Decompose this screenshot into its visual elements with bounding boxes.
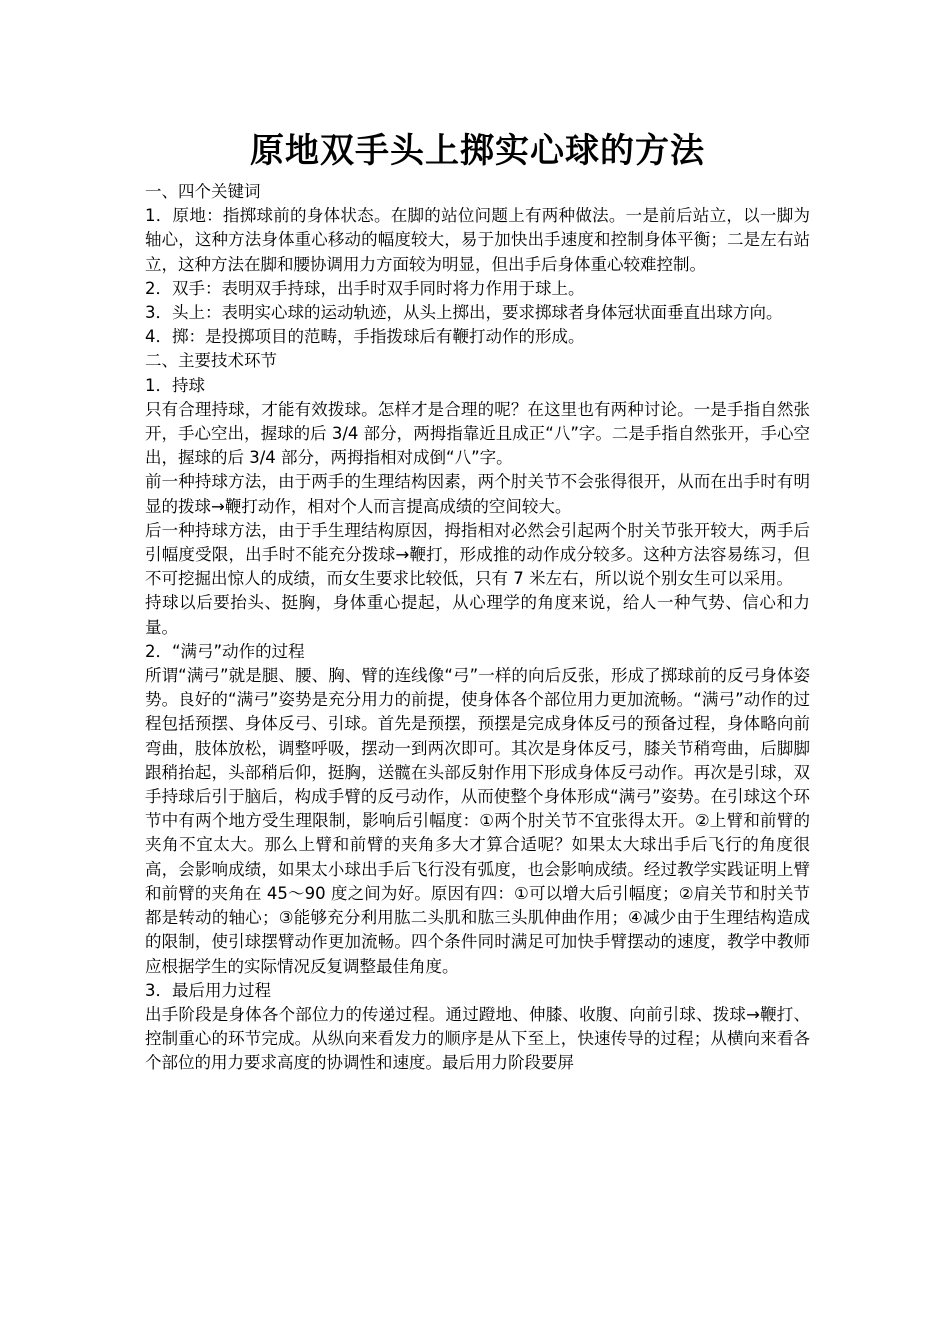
paragraph-two-hands: 2．双手：表明双手持球，出手时双手同时将力作用于球上。	[145, 278, 585, 298]
subheading-grip: 1．持球	[145, 375, 205, 395]
paragraph-grip-posture: 持球以后要抬头、挺胸，身体重心提起，从心理学的角度来说，给人一种气势、信心和力量。	[145, 593, 810, 637]
section-heading-techniques: 二、主要技术环节	[145, 351, 277, 371]
paragraph-grip-methods: 只有合理持球，才能有效拨球。怎样才是合理的呢？在这里也有两种讨论。一是手指自然张开，手心空出，握球的后 3/4 部分，两拇指靠近且成正“八”字。二是手指自然张开，手心空出，握球的后 3/4 部分，两拇指相对成倒“八”字。	[145, 399, 810, 468]
paragraph-throw: 4．掷：是投掷项目的范畴，手指拨球后有鞭打动作的形成。	[145, 327, 585, 347]
subheading-final-force: 3．最后用力过程	[145, 980, 271, 1000]
paragraph-overhead: 3．头上：表明实心球的运动轨迹，从头上掷出，要求掷球者身体冠状面垂直出球方向。	[145, 303, 783, 323]
document-page	[145, 126, 810, 1076]
paragraph-final-force: 出手阶段是身体各个部位力的传递过程。通过蹬地、伸膝、收腹、向前引球、拨球→鞭打、控制重心的环节完成。从纵向来看发力的顺序是从下至上，快速传导的过程；从横向来看各个部位的用力要求高度的协调性和速度。最后用力阶段要屏	[145, 1004, 810, 1073]
document-title: 原地双手头上掷实心球的方法	[250, 131, 705, 171]
paragraph-grip-first: 前一种持球方法，由于两手的生理结构因素，两个肘关节不会张得很开，从而在出手时有明显的拨球→鞭打动作，相对个人而言提高成绩的空间较大。	[145, 472, 810, 516]
paragraph-standing: 1．原地：指掷球前的身体状态。在脚的站位问题上有两种做法。一是前后站立，以一脚为轴心，这种方法身体重心移动的幅度较大，易于加快出手速度和控制身体平衡；二是左右站立，这种方法在脚和腰协调用力方面较为明显，但出手后身体重心较难控制。	[145, 206, 810, 274]
subheading-full-bow: 2．“满弓”动作的过程	[145, 641, 305, 661]
paragraph-grip-second: 后一种持球方法，由于手生理结构原因，拇指相对必然会引起两个肘关节张开较大，两手后引幅度受限，出手时不能充分拨球→鞭打，形成推的动作成分较多。这种方法容易练习，但不可挖掘出惊人的成绩，而女生要求比较低，只有 7 米左右，所以说个别女生可以采用。	[145, 520, 810, 589]
section-heading-keywords: 一、四个关键词	[145, 182, 261, 201]
paragraph-full-bow: 所谓“满弓”就是腿、腰、胸、臂的连线像“弓”一样的向后反张，形成了掷球前的反弓身体姿势。良好的“满弓”姿势是充分用力的前提，使身体各个部位用力更加流畅。“满弓”动作的过程包括预摆、身体反弓、引球。首先是预摆，预摆是完成身体反弓的预备过程，身体略向前弯曲，肢体放松，调整呼吸，摆动一到两次即可。其次是身体反弓，膝关节稍弯曲，后脚脚跟稍抬起，头部稍后仰，挺胸，送髋在头部反射作用下形成身体反弓动作。再次是引球，双手持球后引于脑后，构成手臂的反弓动作，从而使整个身体形成“满弓”姿势。在引球这个环节中有两个地方受生理限制，影响后引幅度：①两个肘关节不宜张得太开。②上臂和前臂的夹角不宜太大。那么上臂和前臂的夹角多大才算合适呢？如果太大球出手后飞行的角度很高，会影响成绩，如果太小球出手后飞行没有弧度，也会影响成绩。经过教学实践证明上臂和前臂的夹角在 45～90 度之间为好。原因有四：①可以增大后引幅度；②肩关节和肘关节都是转动的轴心；③能够充分利用肱二头肌和肱三头肌伸曲作用；④减少由于生理结构造成的限制，使引球摆臂动作更加流畅。四个条件同时满足可加快手臂摆动的速度，教学中教师应根据学生的实际情况反复调整最佳角度。	[145, 666, 810, 976]
